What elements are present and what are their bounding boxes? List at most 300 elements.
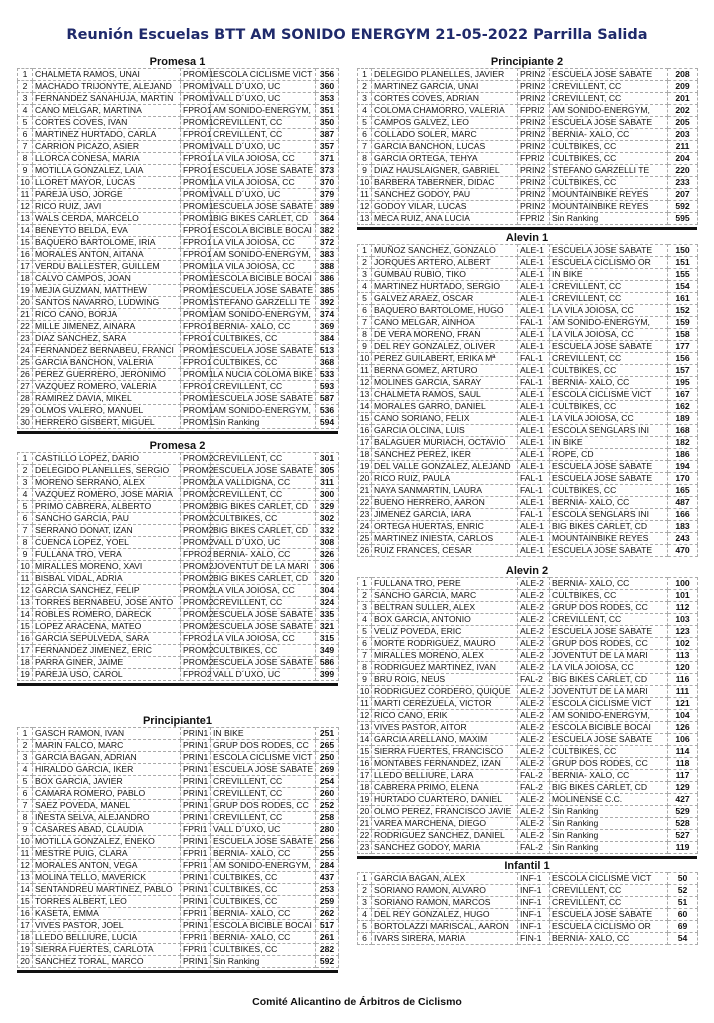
table-row xyxy=(358,873,698,885)
category-cell: ALE-1 xyxy=(518,293,550,305)
rank-cell: 3 xyxy=(358,897,372,909)
rider-name-cell: CANO MELGAR, MARTINA xyxy=(33,105,181,117)
club-cell: BIG BIKES CARLET, CD xyxy=(211,501,316,513)
rider-name-cell: LLEDO BELLIURE, LUCIA xyxy=(33,932,181,944)
dorsal-cell: 349 xyxy=(316,645,339,657)
rank-cell: 12 xyxy=(18,860,33,872)
rank-cell: 25 xyxy=(18,357,33,369)
rank-cell: 9 xyxy=(18,549,33,561)
category-cell: PROM2 xyxy=(181,537,211,549)
club-cell: ESCUELA JOSE SABATE xyxy=(211,393,316,405)
rank-cell: 8 xyxy=(358,153,372,165)
club-cell: CULTBIKES, CC xyxy=(211,884,316,896)
category-cell: ALE-1 xyxy=(518,269,550,281)
table-row xyxy=(18,453,339,465)
rider-name-cell: HIRALDO GARCIA, IKER xyxy=(33,764,181,776)
dorsal-cell: 385 xyxy=(316,285,339,297)
club-cell: BERNIA- XALO, CC xyxy=(550,770,668,782)
rank-cell: 22 xyxy=(358,497,372,509)
dorsal-cell: 250 xyxy=(316,752,339,764)
rider-name-cell: OLMOS VALERO, MANUEL xyxy=(33,405,181,417)
dorsal-cell: 182 xyxy=(668,437,698,449)
dorsal-cell: 356 xyxy=(316,69,339,81)
category-cell: PROM1 xyxy=(181,177,211,189)
club-cell: BERNIA- XALO, CC xyxy=(211,549,316,561)
dorsal-cell: 251 xyxy=(316,728,339,740)
club-cell: CREVILLENT, CC xyxy=(550,353,668,365)
category-cell: FPRO1 xyxy=(181,225,211,237)
club-cell: Sin Ranking xyxy=(550,213,668,225)
table-row xyxy=(358,245,698,257)
rank-cell: 1 xyxy=(18,69,33,81)
dorsal-cell: 51 xyxy=(668,897,698,909)
club-cell: CREVILLENT, CC xyxy=(211,381,316,393)
rider-name-cell: CABRERA PRIMO, ELENA xyxy=(372,782,518,794)
dorsal-cell: 170 xyxy=(668,473,698,485)
dorsal-cell: 162 xyxy=(668,401,698,413)
club-cell: CULTBIKES, CC xyxy=(211,872,316,884)
club-cell: CREVILLENT, CC xyxy=(550,81,668,93)
rank-cell: 3 xyxy=(18,477,33,489)
table-row xyxy=(18,872,339,884)
table-row xyxy=(358,842,698,854)
rank-cell: 1 xyxy=(18,728,33,740)
dorsal-cell: 117 xyxy=(668,770,698,782)
rank-cell: 21 xyxy=(358,818,372,830)
table-row xyxy=(18,93,339,105)
table-row xyxy=(358,590,698,602)
table-row xyxy=(18,489,339,501)
rank-cell: 13 xyxy=(358,722,372,734)
category-cell: PRIN1 xyxy=(181,776,211,788)
dorsal-cell: 166 xyxy=(668,509,698,521)
rider-name-cell: BERNA GOMEZ, ARTURO xyxy=(372,365,518,377)
table-row xyxy=(18,501,339,513)
table-row xyxy=(18,812,339,824)
club-cell: ESCOLA CICLISME VICT xyxy=(211,752,316,764)
club-cell: ESCUELA JOSE SABATE xyxy=(211,764,316,776)
rider-name-cell: SIERRA FUERTES, CARLOTA xyxy=(33,944,181,956)
dorsal-cell: 533 xyxy=(316,369,339,381)
category-cell: PRIN2 xyxy=(518,69,550,81)
table-row xyxy=(358,897,698,909)
dorsal-cell: 260 xyxy=(316,788,339,800)
rider-name-cell: FERNANDEZ BERNABEU, FRANCI xyxy=(33,345,181,357)
section-alevin-2 xyxy=(357,565,697,859)
table-row xyxy=(358,317,698,329)
table-row xyxy=(358,365,698,377)
club-cell: VALL D´UXO, UC xyxy=(211,824,316,836)
category-cell: ALE-2 xyxy=(518,746,550,758)
table-row xyxy=(358,602,698,614)
club-cell: ESCOLA BICIBLE BOCAI xyxy=(211,225,316,237)
club-cell: ESCUELA JOSE SABATE xyxy=(211,609,316,621)
category-cell: ALE-1 xyxy=(518,245,550,257)
club-cell: BIG BIKES CARLET, CD xyxy=(550,782,668,794)
club-cell: CREVILLENT, CC xyxy=(211,117,316,129)
dorsal-cell: 513 xyxy=(316,345,339,357)
table-row xyxy=(358,614,698,626)
category-cell: PRIN1 xyxy=(181,896,211,908)
rider-name-cell: LLORET MAYOR, LUCAS xyxy=(33,177,181,189)
table-row xyxy=(18,657,339,669)
rank-cell: 17 xyxy=(358,437,372,449)
rider-name-cell: RICO RUIZ, JAVI xyxy=(33,201,181,213)
section-title: Promesa 2 xyxy=(149,440,206,452)
dorsal-cell: 100 xyxy=(668,578,698,590)
club-cell: CREVILLENT, CC xyxy=(550,897,668,909)
dorsal-cell: 324 xyxy=(316,597,339,609)
category-cell: FPRO2 xyxy=(181,633,211,645)
dorsal-cell: 306 xyxy=(316,561,339,573)
rank-cell: 5 xyxy=(358,626,372,638)
rank-cell: 8 xyxy=(358,329,372,341)
rider-name-cell: MOLINES GARCIA, SARAY xyxy=(372,377,518,389)
category-cell: FAL-2 xyxy=(518,782,550,794)
section-alevin-1 xyxy=(357,232,697,557)
club-cell: LA VILA JOIOSA, CC xyxy=(211,177,316,189)
rider-name-cell: PAREJA USO, JORGE xyxy=(33,189,181,201)
category-cell: FPRI1 xyxy=(181,848,211,860)
club-cell: VALL D´UXO, UC xyxy=(211,537,316,549)
category-cell: FAL-1 xyxy=(518,485,550,497)
rank-cell: 10 xyxy=(18,177,33,189)
rank-cell: 16 xyxy=(18,249,33,261)
category-cell: PRIN2 xyxy=(518,117,550,129)
club-cell: BERNIA- XALO, CC xyxy=(550,497,668,509)
dorsal-cell: 158 xyxy=(668,329,698,341)
table-row xyxy=(358,782,698,794)
dorsal-cell: 255 xyxy=(316,848,339,860)
rank-cell: 2 xyxy=(358,81,372,93)
rank-cell: 20 xyxy=(358,806,372,818)
club-cell: JOVENTUT DE LA MARI xyxy=(550,650,668,662)
category-cell: ALE-2 xyxy=(518,722,550,734)
club-cell: Sin Ranking xyxy=(211,956,316,968)
start-grid-table xyxy=(357,577,698,854)
dorsal-cell: 335 xyxy=(316,609,339,621)
table-row xyxy=(358,710,698,722)
table-row xyxy=(18,669,339,681)
table-row xyxy=(18,788,339,800)
dorsal-cell: 165 xyxy=(668,485,698,497)
category-cell: ALE-1 xyxy=(518,389,550,401)
club-cell: ESCUELA JOSE SABATE xyxy=(211,165,316,177)
rider-name-cell: MORALES ANTON, VEGA xyxy=(33,860,181,872)
dorsal-cell: 156 xyxy=(668,353,698,365)
table-row xyxy=(358,281,698,293)
table-row xyxy=(18,153,339,165)
rider-name-cell: HERRERO GISBERT, MIGUEL xyxy=(33,417,181,429)
dorsal-cell: 208 xyxy=(668,69,698,81)
table-row xyxy=(18,393,339,405)
rank-cell: 10 xyxy=(358,177,372,189)
category-cell: PRIN2 xyxy=(518,93,550,105)
dorsal-cell: 374 xyxy=(316,309,339,321)
club-cell: AM SONIDO-ENERGYM, xyxy=(211,249,316,261)
rank-cell: 7 xyxy=(18,800,33,812)
club-cell: AM SONIDO-ENERGYM, xyxy=(211,860,316,872)
rank-cell: 17 xyxy=(18,261,33,273)
club-cell: JOVENTUT DE LA MARI xyxy=(211,561,316,573)
table-row xyxy=(358,201,698,213)
rank-cell: 18 xyxy=(358,782,372,794)
club-cell: MOUNTAINBIKE REYES xyxy=(550,533,668,545)
rider-name-cell: BENEYTO BELDA, EVA xyxy=(33,225,181,237)
club-cell: ESCUELA JOSE SABATE xyxy=(211,465,316,477)
table-row xyxy=(18,920,339,932)
club-cell: BIG BIKES CARLET, CD xyxy=(211,213,316,225)
category-cell: PRIN1 xyxy=(181,728,211,740)
category-cell: PROM1 xyxy=(181,417,211,429)
table-row xyxy=(358,165,698,177)
dorsal-cell: 529 xyxy=(668,806,698,818)
category-cell: PRIN1 xyxy=(181,872,211,884)
rider-name-cell: BORTOLAZZI MARISCAL, AARON xyxy=(372,921,518,933)
dorsal-cell: 284 xyxy=(316,860,339,872)
dorsal-cell: 427 xyxy=(668,794,698,806)
dorsal-cell: 159 xyxy=(668,317,698,329)
rider-name-cell: SORIANO RAMON, ALVARO xyxy=(372,885,518,897)
club-cell: BERNIA- XALO, CC xyxy=(211,908,316,920)
category-cell: ALE-2 xyxy=(518,590,550,602)
rank-cell: 15 xyxy=(358,413,372,425)
rider-name-cell: ROBLES ROMERO, DARECK xyxy=(33,609,181,621)
club-cell: CREVILLENT, CC xyxy=(211,129,316,141)
category-cell: ALE-2 xyxy=(518,710,550,722)
club-cell: CULTBIKES, CC xyxy=(550,485,668,497)
club-cell: GRUP DOS RODES, CC xyxy=(550,758,668,770)
category-cell: PROM1 xyxy=(181,297,211,309)
section-title: Alevin 2 xyxy=(505,565,549,577)
dorsal-cell: 382 xyxy=(316,225,339,237)
rank-cell: 14 xyxy=(358,734,372,746)
rider-name-cell: MIRALLES MORENO, ALEX xyxy=(372,650,518,662)
dorsal-cell: 259 xyxy=(316,896,339,908)
section-promesa-1 xyxy=(17,56,338,434)
rider-name-cell: DELEGIDO PLANELLES, JAVIER xyxy=(372,69,518,81)
category-cell: ALE-2 xyxy=(518,794,550,806)
rider-name-cell: MORTE RODRIGUEZ, MAURO xyxy=(372,638,518,650)
club-cell: ESCUELA JOSE SABATE xyxy=(211,201,316,213)
club-cell: IN BIKE xyxy=(550,269,668,281)
category-cell: PROM1 xyxy=(181,393,211,405)
club-cell: BIG BIKES CARLET, CD xyxy=(211,573,316,585)
club-cell: GRUP DOS RODES, CC xyxy=(211,800,316,812)
table-row xyxy=(18,800,339,812)
category-cell: ALE-1 xyxy=(518,497,550,509)
dorsal-cell: 151 xyxy=(668,257,698,269)
club-cell: LA VILA JOIOSA, CC xyxy=(550,305,668,317)
table-row xyxy=(18,69,339,81)
rider-name-cell: BOX GARCIA, ANTONIO xyxy=(372,614,518,626)
dorsal-cell: 364 xyxy=(316,213,339,225)
section-divider xyxy=(357,856,697,859)
rider-name-cell: BUENO HERRERO, AARON xyxy=(372,497,518,509)
dorsal-cell: 593 xyxy=(316,381,339,393)
rank-cell: 5 xyxy=(358,117,372,129)
category-cell: PROM1 xyxy=(181,405,211,417)
table-row xyxy=(358,674,698,686)
club-cell: CREVILLENT, CC xyxy=(211,597,316,609)
rank-cell: 4 xyxy=(18,489,33,501)
rider-name-cell: SANCHO GARCIA, MARC xyxy=(372,590,518,602)
club-cell: ESCUELA JOSE SABATE xyxy=(550,909,668,921)
rider-name-cell: SANCHEZ GODOY, MARIA xyxy=(372,842,518,854)
dorsal-cell: 114 xyxy=(668,746,698,758)
table-row xyxy=(18,537,339,549)
table-row xyxy=(358,509,698,521)
dorsal-cell: 437 xyxy=(316,872,339,884)
rider-name-cell: SANCHEZ PEREZ, IKER xyxy=(372,449,518,461)
rider-name-cell: CARRION PICAZO, ASIER xyxy=(33,141,181,153)
club-cell: AM SONIDO-ENERGYM, xyxy=(550,317,668,329)
rider-name-cell: DE VERA MORENO, FRAN xyxy=(372,329,518,341)
club-cell: AM SONIDO-ENERGYM, xyxy=(211,309,316,321)
rider-name-cell: MORALES ANTON, AITANA xyxy=(33,249,181,261)
club-cell: ROPE, CD xyxy=(550,449,668,461)
dorsal-cell: 186 xyxy=(668,449,698,461)
dorsal-cell: 379 xyxy=(316,189,339,201)
category-cell: PRIN1 xyxy=(181,764,211,776)
club-cell: ESCUELA JOSE SABATE xyxy=(550,473,668,485)
category-cell: PRIN1 xyxy=(181,920,211,932)
club-cell: ESCUELA JOSE SABATE xyxy=(550,245,668,257)
rider-name-cell: PEREZ GUILABERT, ERIKA Mª xyxy=(372,353,518,365)
rank-cell: 2 xyxy=(18,740,33,752)
dorsal-cell: 112 xyxy=(668,602,698,614)
rank-cell: 2 xyxy=(358,885,372,897)
start-grid-table xyxy=(17,68,339,429)
table-row xyxy=(18,405,339,417)
category-cell: ALE-2 xyxy=(518,614,550,626)
club-cell: CULTBIKES, CC xyxy=(550,365,668,377)
category-cell: FPRI1 xyxy=(181,860,211,872)
dorsal-cell: 101 xyxy=(668,590,698,602)
rider-name-cell: GARCIA BANCHON, VALERIA xyxy=(33,357,181,369)
rank-cell: 15 xyxy=(358,746,372,758)
club-cell: CULTBIKES, CC xyxy=(211,357,316,369)
rider-name-cell: MACHADO TRIJONYTE, ALEJAND xyxy=(33,81,181,93)
rank-cell: 9 xyxy=(18,824,33,836)
category-cell: FPRO1 xyxy=(181,321,211,333)
start-grid-table xyxy=(357,244,698,557)
table-row xyxy=(18,932,339,944)
category-cell: PRIN2 xyxy=(518,129,550,141)
rider-name-cell: SORIANO RAMON, MARCOS xyxy=(372,897,518,909)
table-row xyxy=(18,824,339,836)
category-cell: PROM2 xyxy=(181,513,211,525)
table-row xyxy=(358,734,698,746)
dorsal-cell: 104 xyxy=(668,710,698,722)
category-cell: FPRO1 xyxy=(181,153,211,165)
table-row xyxy=(18,764,339,776)
rider-name-cell: CAMARA ROMERO, PABLO xyxy=(33,788,181,800)
rider-name-cell: GARCIA BAGAN, ADRIAN xyxy=(33,752,181,764)
club-cell: ESCUELA JOSE SABATE xyxy=(211,836,316,848)
dorsal-cell: 201 xyxy=(668,93,698,105)
category-cell: FPRI2 xyxy=(518,213,550,225)
category-cell: INF-1 xyxy=(518,921,550,933)
rank-cell: 2 xyxy=(358,257,372,269)
category-cell: ALE-2 xyxy=(518,830,550,842)
table-row xyxy=(18,944,339,956)
dorsal-cell: 308 xyxy=(316,537,339,549)
rank-cell: 6 xyxy=(358,933,372,945)
rider-name-cell: GUMBAU RUBIO, TIKO xyxy=(372,269,518,281)
category-cell: ALE-1 xyxy=(518,449,550,461)
dorsal-cell: 155 xyxy=(668,269,698,281)
table-row xyxy=(358,449,698,461)
dorsal-cell: 592 xyxy=(668,201,698,213)
table-row xyxy=(18,309,339,321)
category-cell: ALE-2 xyxy=(518,698,550,710)
category-cell: PRIN2 xyxy=(518,201,550,213)
table-row xyxy=(18,249,339,261)
category-cell: FPRI1 xyxy=(181,824,211,836)
rank-cell: 9 xyxy=(358,674,372,686)
rank-cell: 7 xyxy=(358,141,372,153)
table-row xyxy=(358,129,698,141)
rider-name-cell: GARCIA ORTEGA, TEHYA xyxy=(372,153,518,165)
dorsal-cell: 233 xyxy=(668,177,698,189)
dorsal-cell: 282 xyxy=(316,944,339,956)
rank-cell: 14 xyxy=(18,884,33,896)
club-cell: Sin Ranking xyxy=(550,806,668,818)
rider-name-cell: KASETA, EMMA xyxy=(33,908,181,920)
dorsal-cell: 256 xyxy=(316,836,339,848)
club-cell: VALL D´UXO, UC xyxy=(211,93,316,105)
club-cell: STEFANO GARZELLI TE xyxy=(550,165,668,177)
rank-cell: 20 xyxy=(18,297,33,309)
dorsal-cell: 202 xyxy=(668,105,698,117)
rank-cell: 6 xyxy=(18,129,33,141)
rider-name-cell: GASCH RAMON, IVAN xyxy=(33,728,181,740)
table-row xyxy=(18,465,339,477)
rank-cell: 19 xyxy=(18,285,33,297)
rider-name-cell: MOTILLA GONZALEZ, LAIA xyxy=(33,165,181,177)
rider-name-cell: GARCIA OLCINA, LUIS xyxy=(372,425,518,437)
category-cell: FPRO1 xyxy=(181,333,211,345)
rider-name-cell: VIVES PASTOR, AITOR xyxy=(372,722,518,734)
club-cell: BERNIA- XALO, CC xyxy=(550,578,668,590)
dorsal-cell: 269 xyxy=(316,764,339,776)
table-row xyxy=(18,369,339,381)
club-cell: ESCOLA CICLISME VICT xyxy=(550,698,668,710)
club-cell: Sin Ranking xyxy=(550,830,668,842)
rider-name-cell: MOLINA TELLO, MAVERICK xyxy=(33,872,181,884)
category-cell: ALE-2 xyxy=(518,602,550,614)
rider-name-cell: SANCHO GARCIA, PAU xyxy=(33,513,181,525)
rider-name-cell: JIMENEZ GARCIA, IARA xyxy=(372,509,518,521)
table-row xyxy=(358,830,698,842)
club-cell: BERNIA- XALO, CC xyxy=(211,848,316,860)
club-cell: AM SONIDO-ENERGYM, xyxy=(211,105,316,117)
club-cell: ESCUELA JOSE SABATE xyxy=(550,117,668,129)
dorsal-cell: 587 xyxy=(316,393,339,405)
dorsal-cell: 204 xyxy=(668,153,698,165)
category-cell: PROM1 xyxy=(181,273,211,285)
table-row xyxy=(358,686,698,698)
rank-cell: 19 xyxy=(358,461,372,473)
club-cell: ESCOLA BICIBLE BOCAI xyxy=(211,920,316,932)
rider-name-cell: CORTES COVES, ADRIAN xyxy=(372,93,518,105)
table-row xyxy=(358,933,698,945)
rider-name-cell: MONTABES FERNANDEZ, IZAN xyxy=(372,758,518,770)
rank-cell: 5 xyxy=(358,293,372,305)
dorsal-cell: 368 xyxy=(316,357,339,369)
table-row xyxy=(358,818,698,830)
